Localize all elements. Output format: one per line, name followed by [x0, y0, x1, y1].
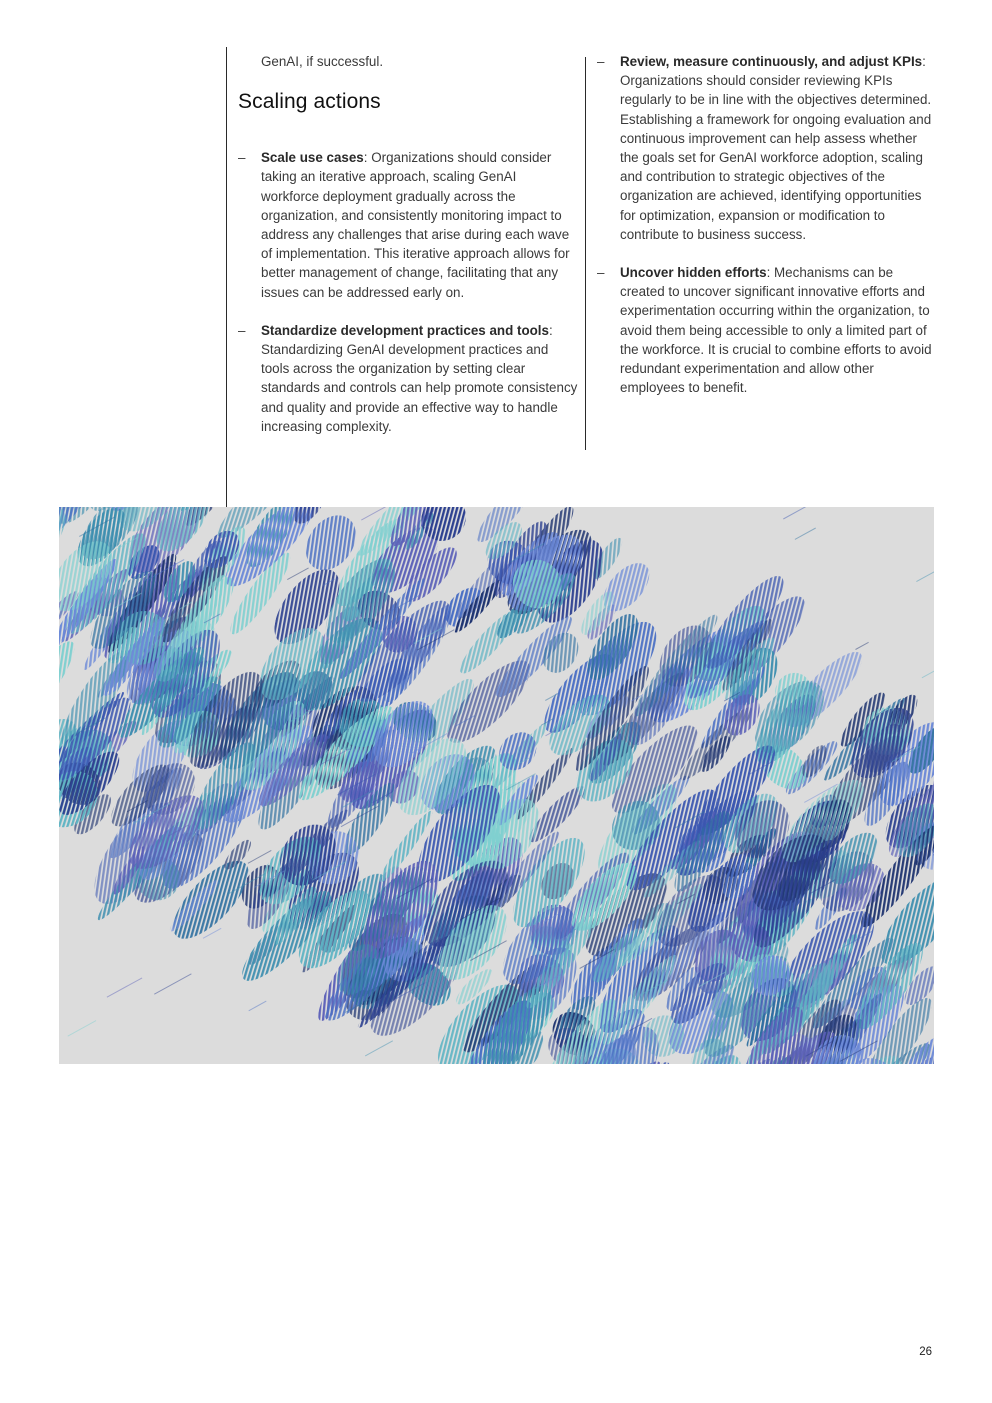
list-item [238, 148, 578, 302]
section-heading: Scaling actions [238, 90, 381, 114]
hatched-strokes-image [59, 507, 934, 1064]
item-text: : Organizations should consider reviewing KPIs regularly to be in line with the objectives determined. Establishing a framework for ongoing evaluation and continuous improvement can help assess whether the goals set for GenAI workforce adoption, scaling and contribution to strategic objectives of the organization are achieved, identifying opportunities for optimization, expansion or modification to contribute to business success. [620, 54, 932, 242]
faint-streak [783, 507, 808, 519]
list-dash: – [238, 322, 246, 338]
item-text: : Organizations should consider taking an iterative approach, scaling GenAI workforce deployment gradually across the organization, and consistently monitoring impact to address any challenges that arise during each wave of implementation. This iterative approach allows for better management of change, facilitating that any issues can be addressed early on. [261, 150, 570, 300]
scaling-actions-list [238, 148, 578, 436]
faint-streak [365, 1041, 393, 1056]
faint-streak [916, 567, 934, 581]
item-term: Review, measure continuously, and adjust KPIs [620, 54, 923, 69]
page-number: 26 [919, 1346, 932, 1358]
item-term: Standardize development practices and tools [261, 322, 549, 338]
list-item [597, 263, 937, 397]
middle-column-rule [585, 57, 586, 450]
faint-streak [68, 1021, 96, 1037]
faint-streak [795, 528, 816, 539]
faint-streak [856, 642, 869, 649]
faint-streak [248, 850, 271, 863]
left-column-rule [226, 47, 227, 507]
item-text: : Standardizing GenAI development practices and tools across the organization by setting clear standards and controls can help promote consistency and quality and provide an effective way to handle increasing complexity. [261, 322, 578, 434]
faint-streak [107, 978, 142, 997]
faint-streak [922, 670, 934, 678]
list-dash: – [238, 150, 246, 166]
list-dash: – [597, 54, 605, 69]
stroke-group [59, 507, 934, 1064]
left-column [238, 52, 578, 455]
abstract-artwork [59, 507, 934, 1064]
item-term: Uncover hidden efforts [620, 265, 767, 281]
list-item [597, 52, 937, 244]
scaling-actions-list-continued [597, 52, 937, 397]
list-item [238, 321, 578, 436]
list-dash: – [597, 265, 605, 281]
right-column [597, 52, 937, 416]
item-term: Scale use cases [261, 150, 364, 166]
faint-streak [154, 974, 191, 994]
item-text: : Mechanisms can be created to uncover significant innovative efforts and experimentation occurring within the organization, to avoid them being accessible to only a limited part of the workforce. It is crucial to combine efforts to avoid redundant experimentation and allow other employees to benefit. [620, 265, 932, 396]
lead-text: GenAI, if successful. [261, 54, 384, 69]
faint-streak [249, 1001, 267, 1011]
